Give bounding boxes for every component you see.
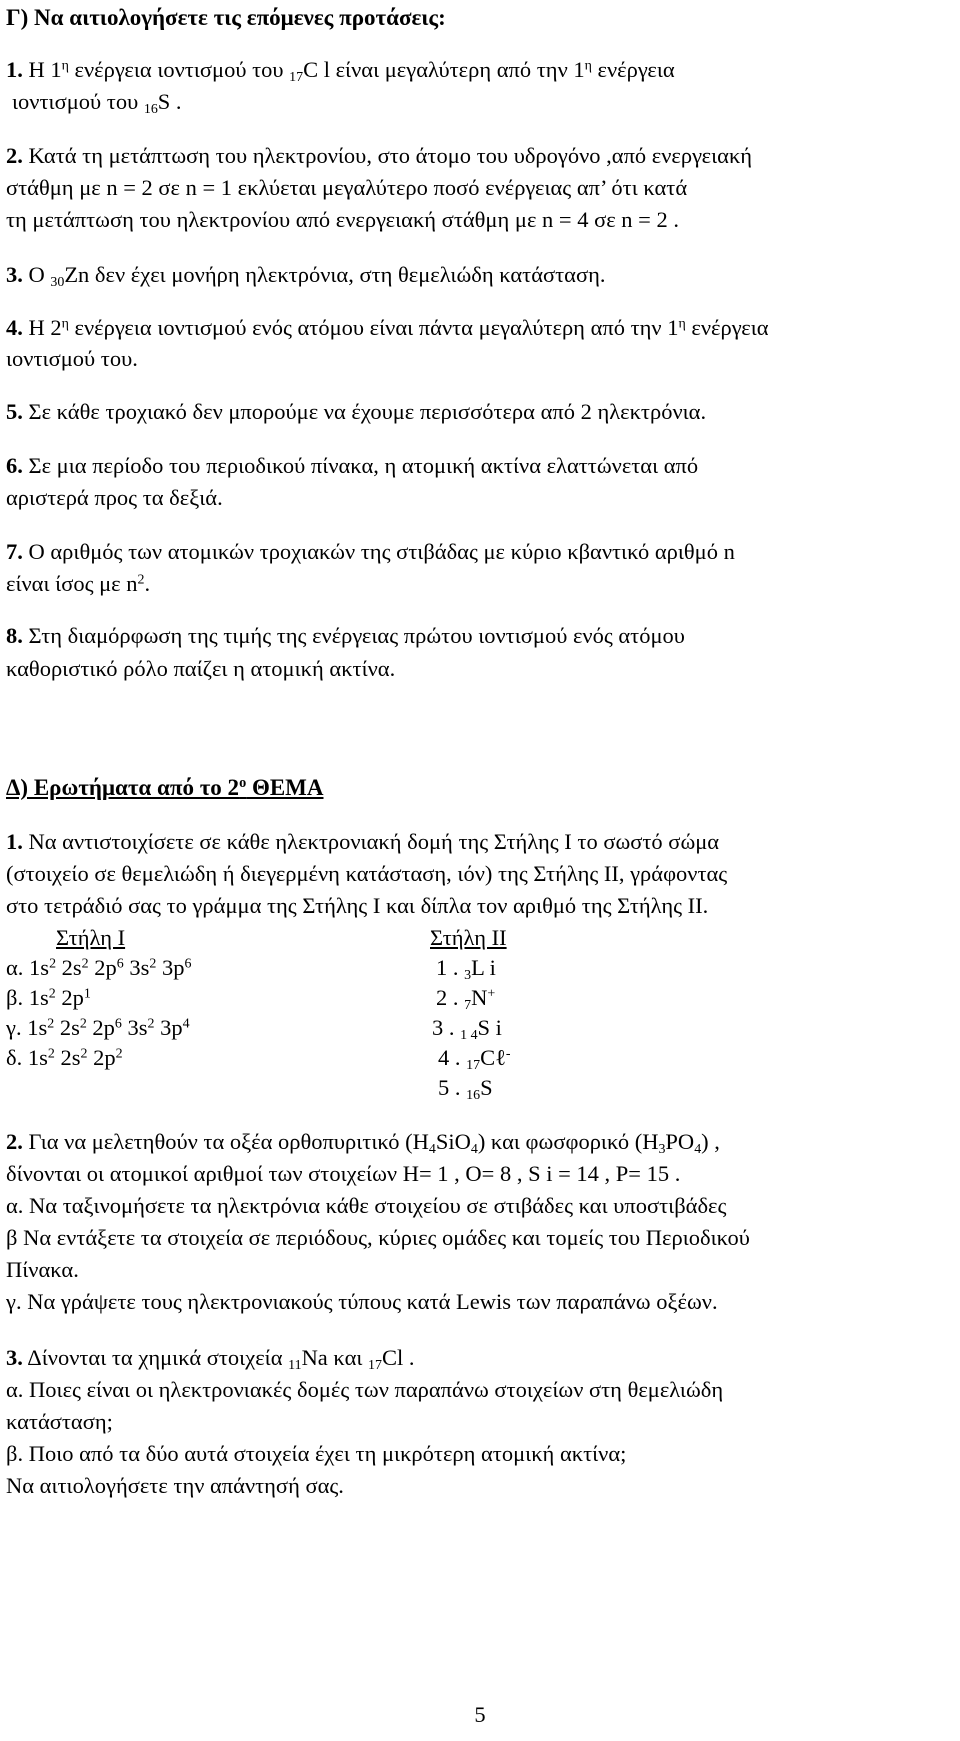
- question-d3-line4: β. Ποιο από τα δύο αυτά στοιχεία έχει τη μικρότερη ατομική ακτίνα;: [6, 1441, 627, 1466]
- question-g1-line2: ιοντισμού του $_{16}$S .: [12, 89, 182, 117]
- page-number: 5: [474, 1702, 486, 1727]
- question-g7: 7. Ο αριθμός των ατομικών τροχιακών της στιβάδας με κύριο κβαντικό αριθμό n: [6, 539, 735, 564]
- column-1-row-d: δ. $1s^2$ $2s^2$ $2p^2$: [6, 1045, 123, 1070]
- question-g1: 1. Η $1^\eta$ ενέργεια ιοντισμού του $_{17}$C l είναι μεγαλύτερη από την $1^\eta$ ενέργεια: [6, 57, 675, 85]
- question-d2-line6: γ. Να γράψετε τους ηλεκτρονιακούς τύπους κατά Lewis των παραπάνω οξέων.: [6, 1289, 718, 1314]
- column-2-row-3: 3 . $_{1 4}$S i: [432, 1015, 502, 1043]
- question-g3: 3. Ο $_{30}$Zn δεν έχει μονήρη ηλεκτρόνια, στη θεμελιώδη κατάσταση.: [6, 262, 606, 290]
- section-g-heading: Γ) Να αιτιολογήσετε τις επόμενες προτάσεις:: [6, 5, 446, 30]
- question-g5: 5. Σε κάθε τροχιακό δεν μπορούμε να έχουμε περισσότερα από 2 ηλεκτρόνια.: [6, 399, 707, 424]
- column-2-row-5: 5 . $_{16}$S: [438, 1075, 493, 1103]
- question-g4-line2: ιοντισμού του.: [6, 346, 138, 371]
- question-g4: 4. Η $2^\eta$ ενέργεια ιοντισμού ενός ατόμου είναι πάντα μεγαλύτερη από την $1^\eta$ ενέργεια: [6, 315, 769, 340]
- question-g2: 2. Κατά τη μετάπτωση του ηλεκτρονίου, στο άτομο του υδρογόνο ,από ενεργειακή: [6, 143, 753, 168]
- column-2-row-1: 1 . $_3$L i: [436, 955, 496, 983]
- question-d2-line4: β Να εντάξετε τα στοιχεία σε περιόδους, κύριες ομάδες και τομείς του Περιοδικού: [6, 1225, 750, 1250]
- question-g2-line3: τη μετάπτωση του ηλεκτρονίου από ενεργειακή στάθμη με n = 4 σε n = 2 .: [6, 207, 679, 232]
- column-1-row-a: α. $1s^2$ $2s^2$ $2p^6$ $3s^2$ $3p^6$: [6, 955, 192, 980]
- question-d3-line3: κατάσταση;: [6, 1409, 113, 1434]
- column-1-row-b: β. $1s^2$ $2p^1$: [6, 985, 91, 1010]
- question-g2-line2: στάθμη με n = 2 σε n = 1 εκλύεται μεγαλύτερο ποσό ενέργειας απ’ ότι κατά: [6, 175, 688, 200]
- question-g7-line2: είναι ίσος με $n^2$.: [6, 571, 151, 596]
- column-2-title: Στήλη ΙΙ: [430, 925, 507, 950]
- section-d-heading: Δ) Ερωτήματα από το $2^o$ ΘΕΜΑ: [6, 775, 324, 800]
- question-d3-line2: α. Ποιες είναι οι ηλεκτρονιακές δομές των παραπάνω στοιχείων στη θεμελιώδη: [6, 1377, 724, 1402]
- question-d1-line3: στο τετράδιό σας το γράμμα της Στήλης Ι και δίπλα τον αριθμό της Στήλης ΙΙ.: [6, 893, 709, 918]
- question-g8: 8. Στη διαμόρφωση της τιμής της ενέργειας πρώτου ιοντισμού ενός ατόμου: [6, 623, 685, 648]
- column-2-row-4: 4 . $_{17}$Cℓ-: [438, 1045, 511, 1073]
- column-1-row-c: γ. $1s^2$ $2s^2$ $2p^6$ $3s^2$ $3p^4$: [6, 1015, 190, 1040]
- question-d2: 2. Για να μελετηθούν τα οξέα ορθοπυριτικό $(H_4SiO_4)$ και φωσφορικό $(H_3PO_4)$ ,: [6, 1129, 720, 1157]
- question-d2-line3: α. Να ταξινομήσετε τα ηλεκτρόνια κάθε στοιχείου σε στιβάδες και υποστιβάδες: [6, 1193, 727, 1218]
- question-d3-line5: Να αιτιολογήσετε την απάντησή σας.: [6, 1473, 344, 1498]
- question-d1: 1. Να αντιστοιχίσετε σε κάθε ηλεκτρονιακή δομή της Στήλης Ι το σωστό σώμα: [6, 829, 720, 854]
- column-1-title: Στήλη Ι: [56, 925, 126, 950]
- question-g6: 6. Σε μια περίοδο του περιοδικού πίνακα, η ατομική ακτίνα ελαττώνεται από: [6, 453, 699, 478]
- question-g8-line2: καθοριστικό ρόλο παίζει η ατομική ακτίνα.: [6, 656, 396, 681]
- question-g6-line2: αριστερά προς τα δεξιά.: [6, 485, 223, 510]
- question-d1-line2: (στοιχείο σε θεμελιώδη ή διεγερμένη κατάσταση, ιόν) της Στήλης ΙΙ, γράφοντας: [6, 861, 728, 886]
- question-d2-line5: Πίνακα.: [6, 1257, 79, 1282]
- question-d3: 3. Δίνονται τα χημικά στοιχεία $_{11}$Na και $_{17}$Cl .: [6, 1345, 415, 1373]
- question-d2-line2: δίνονται οι ατομικοί αριθμοί των στοιχείων Η= 1 , Ο= 8 , S i = 14 , P= 15 .: [6, 1161, 681, 1186]
- column-2-row-2: 2 . $_7$N+: [436, 985, 496, 1013]
